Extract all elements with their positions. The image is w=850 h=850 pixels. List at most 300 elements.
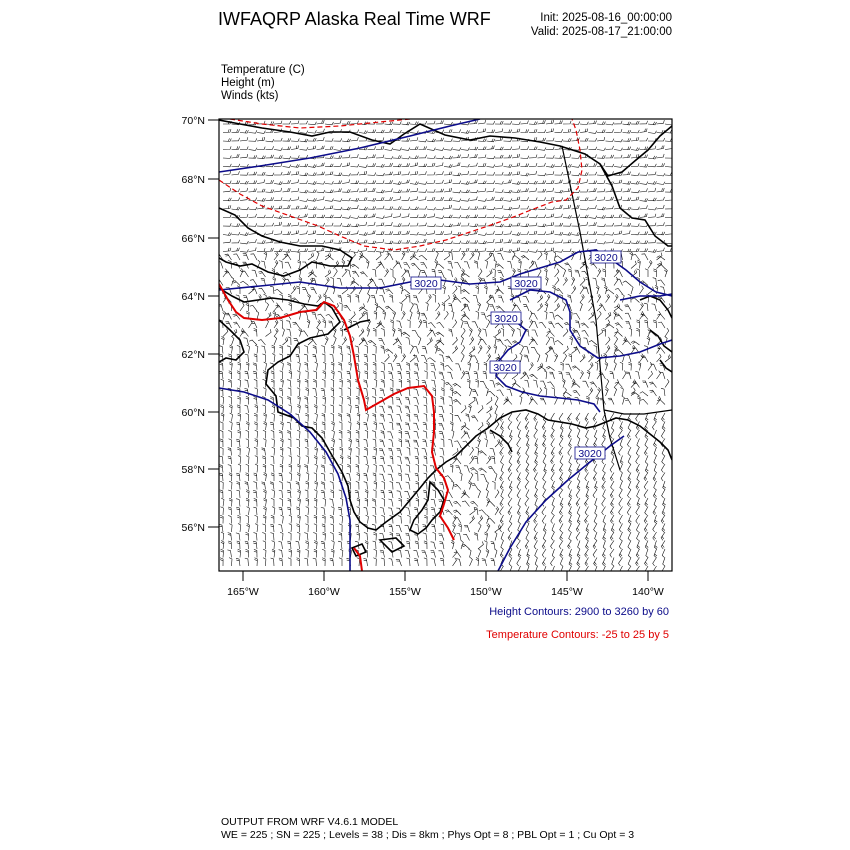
wind-barb [326,314,334,319]
wind-barb [493,277,496,285]
wind-barb [453,232,461,235]
wind-barb [661,515,665,524]
wind-barb [257,248,265,251]
wind-barb [397,321,402,328]
wind-barb [453,286,458,294]
wind-barb [296,482,300,490]
wind-barb [321,473,325,481]
wind-barb [246,515,249,523]
wind-barb [501,456,504,465]
wind-barb [560,524,563,533]
wind-barb [517,422,520,431]
wind-barb [472,390,478,396]
wind-barb [321,507,325,515]
wind-barb [411,263,419,268]
wind-barb [518,566,521,575]
wind-barb [476,311,479,319]
wind-barb [544,251,547,260]
wind-barb [662,422,665,431]
wind-barb [415,473,419,481]
wind-barb [637,541,640,550]
wind-barb [495,155,503,158]
wind-barb [517,269,520,277]
wind-barb [525,481,529,489]
wind-barb [426,302,429,311]
wind-barb [478,515,483,523]
contour-label [511,277,541,290]
wind-barb [385,349,393,354]
wind-barb [325,190,333,193]
wind-barb [279,431,283,439]
wind-barb [424,405,427,413]
wind-barb [484,286,487,294]
wind-barb [317,241,325,244]
wind-barb [288,448,291,456]
wind-barb [365,490,368,498]
wind-barb [504,199,513,202]
wind-barb [419,223,427,226]
wind-barb [563,129,571,133]
wind-barb [315,362,318,371]
wind-barb [577,481,580,490]
wind-barb [272,345,275,353]
wind-barb [529,240,537,243]
wind-barb [585,549,589,558]
wind-barb [373,532,376,540]
wind-barb [477,251,480,260]
wind-barb [233,322,240,328]
wind-barb [406,465,410,473]
wind-barb [461,353,464,362]
wind-barb [334,148,343,151]
wind-barb [614,337,618,346]
wind-barb [377,323,385,328]
wind-barb [529,171,537,175]
wind-barb [263,439,266,447]
wind-barb [223,311,226,320]
wind-barb [338,371,342,379]
wind-barb [623,337,627,345]
wind-barb [453,206,461,209]
wind-barb [340,498,343,506]
wind-barb [321,388,325,396]
wind-barb [559,447,563,455]
wind-barb [223,215,231,218]
wind-barb [640,205,648,209]
wind-barb [649,382,656,388]
wind-barb [491,456,495,464]
wind-barb [495,507,499,516]
wind-barb [389,525,393,533]
wind-barb [331,362,334,370]
wind-barb [297,490,300,498]
wind-barb [396,525,402,532]
wind-barb [492,481,495,489]
wind-barb [263,515,266,523]
wind-barb [247,345,250,354]
wind-barb [257,223,265,226]
wind-barb [436,231,444,234]
wind-barb [495,239,503,243]
wind-barb [322,414,325,422]
wind-barb [322,515,325,523]
wind-barb [648,122,657,125]
wind-barb [631,121,639,124]
wind-barb [424,456,427,464]
wind-barb [644,303,648,311]
wind-barb [325,255,333,260]
wind-barb [220,490,223,498]
wind-barb [313,388,317,396]
wind-barb [603,464,606,473]
wind-barb [266,190,274,193]
wind-barb [305,430,308,438]
wind-barb [631,181,639,184]
wind-barb [617,279,623,285]
wind-barb [249,248,257,252]
wind-barb [439,534,445,541]
contour-label [491,312,521,325]
wind-barb [263,490,266,499]
wind-barb [410,156,418,159]
wind-barb [246,524,249,533]
wind-barb [453,320,457,328]
wind-barb [626,355,631,362]
wind-barb [376,223,384,226]
wind-barb [662,507,665,516]
wind-barb [427,156,435,159]
wind-barb [340,549,343,557]
wind-barb [427,239,435,243]
wind-barb [437,323,444,329]
wind-barb [240,147,248,150]
wind-barb [380,550,385,557]
wind-barb [314,549,317,557]
wind-barb [495,129,503,133]
wind-barb [297,405,300,414]
wind-barb [504,172,512,175]
wind-barb [228,541,231,549]
wind-barb [640,121,648,124]
wind-barb [368,154,376,158]
wind-barb [388,415,393,422]
wind-barb [270,524,274,532]
wind-barb [512,223,520,226]
wind-barb [304,397,308,405]
wind-barb [524,347,529,354]
wind-barb [237,405,240,413]
wind-barb [385,122,394,125]
wind-barb [444,164,452,167]
wind-barb [526,430,529,439]
wind-barb [376,231,384,234]
wind-barb [419,206,427,209]
wind-barb [576,524,580,533]
wind-barb [585,558,589,567]
wind-barb [628,464,631,473]
wind-barb [451,311,454,320]
wind-barb [449,397,453,405]
wind-barb [580,371,584,380]
wind-barb [461,164,469,167]
wind-barb [487,139,496,142]
wind-barb [555,232,563,235]
wind-barb [427,337,432,345]
wind-barb [423,320,427,328]
wind-barb [517,329,521,337]
wind-barb [603,558,606,567]
wind-barb [450,388,453,396]
longitude-axis [227,571,664,598]
wind-barb [606,337,611,345]
wind-barb [280,320,283,328]
svg-text:3020: 3020 [494,313,518,325]
wind-barb [495,549,498,558]
wind-barb [602,269,605,277]
wind-barb [375,302,378,311]
wind-barb [419,155,427,158]
wind-barb [402,214,410,218]
wind-barb [594,515,597,524]
wind-barb [314,515,317,523]
wind-barb [433,294,436,302]
wind-barb [257,131,265,134]
wind-barb [444,295,450,302]
wind-barb [461,154,469,158]
wind-barb [393,260,398,268]
wind-barb [373,558,376,566]
wind-barb [606,240,614,243]
wind-barb [620,439,622,448]
wind-barb [223,248,231,252]
wind-barb [271,515,274,523]
wind-barb [249,138,257,141]
wind-barb [602,507,606,516]
wind-barb [249,207,258,210]
wind-barb [570,337,573,346]
wind-barb [393,190,402,193]
wind-barb [385,241,394,244]
wind-barb [398,516,402,524]
wind-barb [560,532,563,541]
wind-barb [478,241,487,244]
wind-barb [652,422,656,430]
wind-barb [393,130,401,133]
wind-barb [431,499,436,506]
wind-barb [274,155,282,158]
wind-barb [461,405,466,413]
wind-barb [475,473,478,481]
wind-barb [306,507,309,515]
wind-barb [552,566,555,575]
wind-barb [410,311,413,320]
latitude-axis [182,115,219,534]
wind-barb [546,138,554,141]
wind-barb [495,439,500,447]
wind-barb [487,456,492,464]
wind-barb [317,215,325,218]
wind-barb [255,524,258,532]
wind-barb [580,122,588,125]
wind-barb [552,388,555,396]
wind-barb [240,249,249,252]
wind-barb [606,223,614,226]
wind-barb [228,507,231,515]
wind-barb [228,533,232,541]
wind-barb [291,121,299,124]
wind-barb [535,549,538,558]
wind-barb [383,311,386,320]
wind-barb [287,380,291,388]
wind-barb [529,311,532,320]
wind-barb [274,328,278,336]
wind-barb [547,382,554,388]
wind-barb [478,248,486,252]
wind-barb [272,413,275,421]
wind-barb [494,260,497,269]
wind-barb [576,413,580,421]
wind-barb [451,430,454,439]
wind-barb [331,422,334,431]
wind-barb [351,198,359,201]
wind-barb [221,498,224,507]
wind-barb [487,523,490,532]
wind-barb [529,155,537,158]
wind-barb [240,207,249,210]
wind-barb [538,154,546,158]
wind-barb [263,507,266,516]
wind-barb [281,362,284,370]
wind-barb [308,138,316,141]
wind-barb [351,164,359,167]
wind-barb [468,362,471,371]
wind-barb [237,371,240,379]
wind-barb [473,398,478,405]
wind-barb [518,260,521,268]
wind-barb [280,464,283,472]
wind-barb [552,524,555,533]
wind-barb [271,558,274,566]
wind-barb [555,163,563,166]
wind-barb [297,430,300,438]
wind-barb [538,388,542,396]
wind-barb [364,482,368,490]
wind-barb [645,464,648,473]
wind-barb [288,337,291,345]
wind-barb [572,215,580,218]
wind-barb [271,379,274,387]
wind-barb [347,430,350,438]
wind-barb [420,262,427,268]
wind-barb [596,396,599,405]
wind-barb [340,456,343,465]
wind-barb [550,338,554,346]
wind-barb [355,490,359,498]
wind-barb [504,155,512,158]
wind-barb [402,197,410,200]
wind-barb [359,255,367,260]
wind-barb [500,481,503,490]
wind-barb [538,173,547,176]
wind-barb [538,215,546,218]
wind-barb [229,498,232,506]
wind-barb [481,279,487,286]
wind-barb [623,241,632,244]
wind-barb [622,294,625,303]
wind-barb [322,558,325,566]
wind-barb [555,315,563,320]
wind-barb [484,532,487,541]
wind-barb [272,507,275,515]
wind-barb [551,447,554,456]
wind-barb [546,147,554,150]
wind-barb [585,498,589,506]
wind-barb [495,490,499,498]
wind-barb [453,523,456,532]
wind-barb [372,524,376,532]
wind-barb [461,430,466,438]
wind-barb [308,164,316,167]
wind-barb [461,171,469,175]
wind-barb [640,241,648,244]
wind-barb [631,249,639,252]
wind-barb [228,490,231,498]
wind-barb [540,398,546,404]
wind-barb [580,294,584,302]
wind-barb [614,353,617,362]
wind-barb [464,432,470,439]
wind-barb [576,566,580,575]
wind-barb [470,163,478,167]
wind-barb [266,146,274,149]
wind-barb [568,541,572,549]
wind-barb [228,380,231,388]
wind-barb [373,464,376,472]
wind-barb [289,456,292,464]
wind-barb [661,541,665,550]
wind-barb [568,481,572,490]
wind-barb [380,414,385,422]
wind-barb [278,541,282,549]
wind-barb [402,249,410,252]
wind-barb [589,205,597,209]
wind-barb [597,148,606,151]
wind-barb [580,222,588,226]
wind-barb [347,397,350,405]
wind-barb [654,481,657,490]
wind-barb [508,498,512,506]
wind-barb [372,354,376,362]
wind-barb [300,223,308,226]
wind-barb [546,337,550,346]
wind-barb [257,156,265,159]
wind-barb [356,481,359,489]
wind-barb [331,396,334,404]
wind-barb [501,464,503,473]
wind-barb [421,313,427,319]
wind-barb [487,231,495,235]
wind-barb [446,356,453,362]
wind-barb [478,223,486,226]
wind-barb [297,498,300,507]
wind-barb [647,336,650,345]
wind-barb [572,277,575,286]
wind-barb [572,122,580,125]
wind-barb [524,380,529,387]
wind-barb [322,549,325,557]
wind-barb [414,389,419,396]
wind-barb [339,388,342,396]
